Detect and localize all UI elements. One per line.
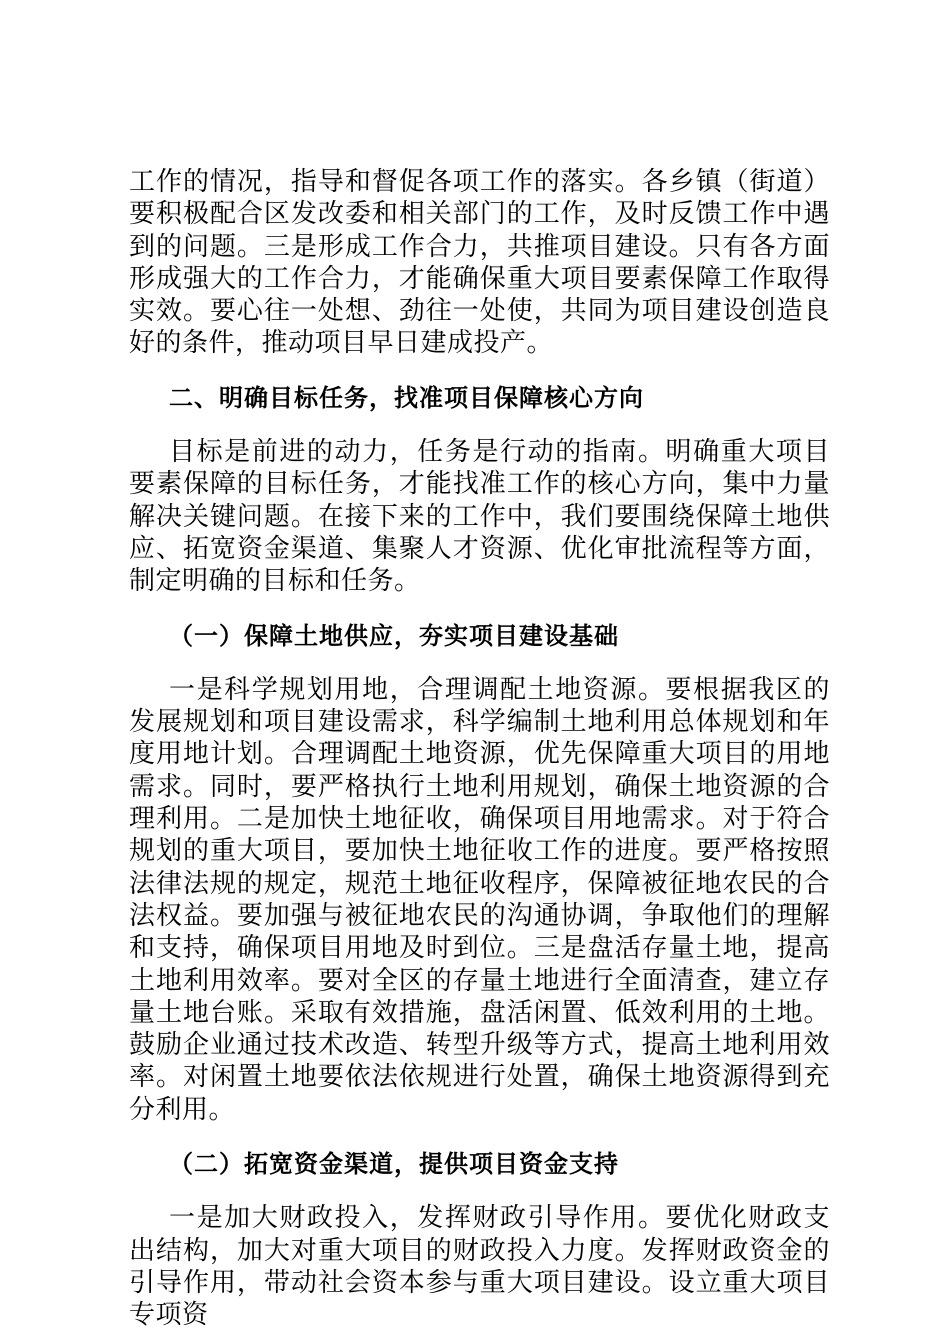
document-body bbox=[129, 166, 830, 1332]
subsection-heading-land: （一）保障土地供应，夯实项目建设基础 bbox=[169, 621, 619, 650]
paragraph-land: 一是科学规划用地，合理调配土地资源。要根据我区的发展规划和项目建设需求，科学编制土地利用总体规划和年度用地计划。合理调配土地资源，优先保障重大项目的用地需求。同时，要严格执行土地利用规划，确保土地资源的合理利用。二是加快土地征收，确保项目用地需求。对于符合规划的重大项目，要加快土地征收工作的进度。要严格按照法律法规的规定，规范土地征收程序，保障被征地农民的合法权益。要加强与被征地农民的沟通协调，争取他们的理解和支持，确保项目用地及时到位。三是盘活存量土地，提高土地利用效率。要对全区的存量土地进行全面清查，建立存量土地台账。采取有效措施，盘活闲置、低效利用的土地。鼓励企业通过技术改造、转型升级等方式，提高土地利用效率。对闲置土地要依法依规进行处置，确保土地资源得到充分利用。 bbox=[129, 674, 830, 1125]
paragraph-continued: 工作的情况，指导和督促各项工作的落实。各乡镇（街道）要积极配合区发改委和相关部门的工作，及时反馈工作中遇到的问题。三是形成工作合力，共推项目建设。只有各方面形成强大的工作合力，才能确保重大项目要素保障工作取得实效。要心往一处想、劲往一处使，共同为项目建设创造良好的条件，推动项目早日建成投产。 bbox=[129, 167, 830, 359]
subsection-heading-funding: （二）拓宽资金渠道，提供项目资金支持 bbox=[169, 1150, 619, 1179]
paragraph-funding: 一是加大财政投入，发挥财政引导作用。要优化财政支出结构，加大对重大项目的财政投入力度。发挥财政资金的引导作用，带动社会资本参与重大项目建设。设立重大项目专项资 bbox=[129, 1203, 830, 1331]
section-heading-2: 二、明确目标任务，找准项目保障核心方向 bbox=[169, 383, 644, 412]
paragraph-goals: 目标是前进的动力，任务是行动的指南。明确重大项目要素保障的目标任务，才能找准工作的核心方向，集中力量解决关键问题。在接下来的工作中，我们要围绕保障土地供应、拓宽资金渠道、集聚人才资源、优化审批流程等方面，制定明确的目标和任务。 bbox=[129, 437, 830, 597]
